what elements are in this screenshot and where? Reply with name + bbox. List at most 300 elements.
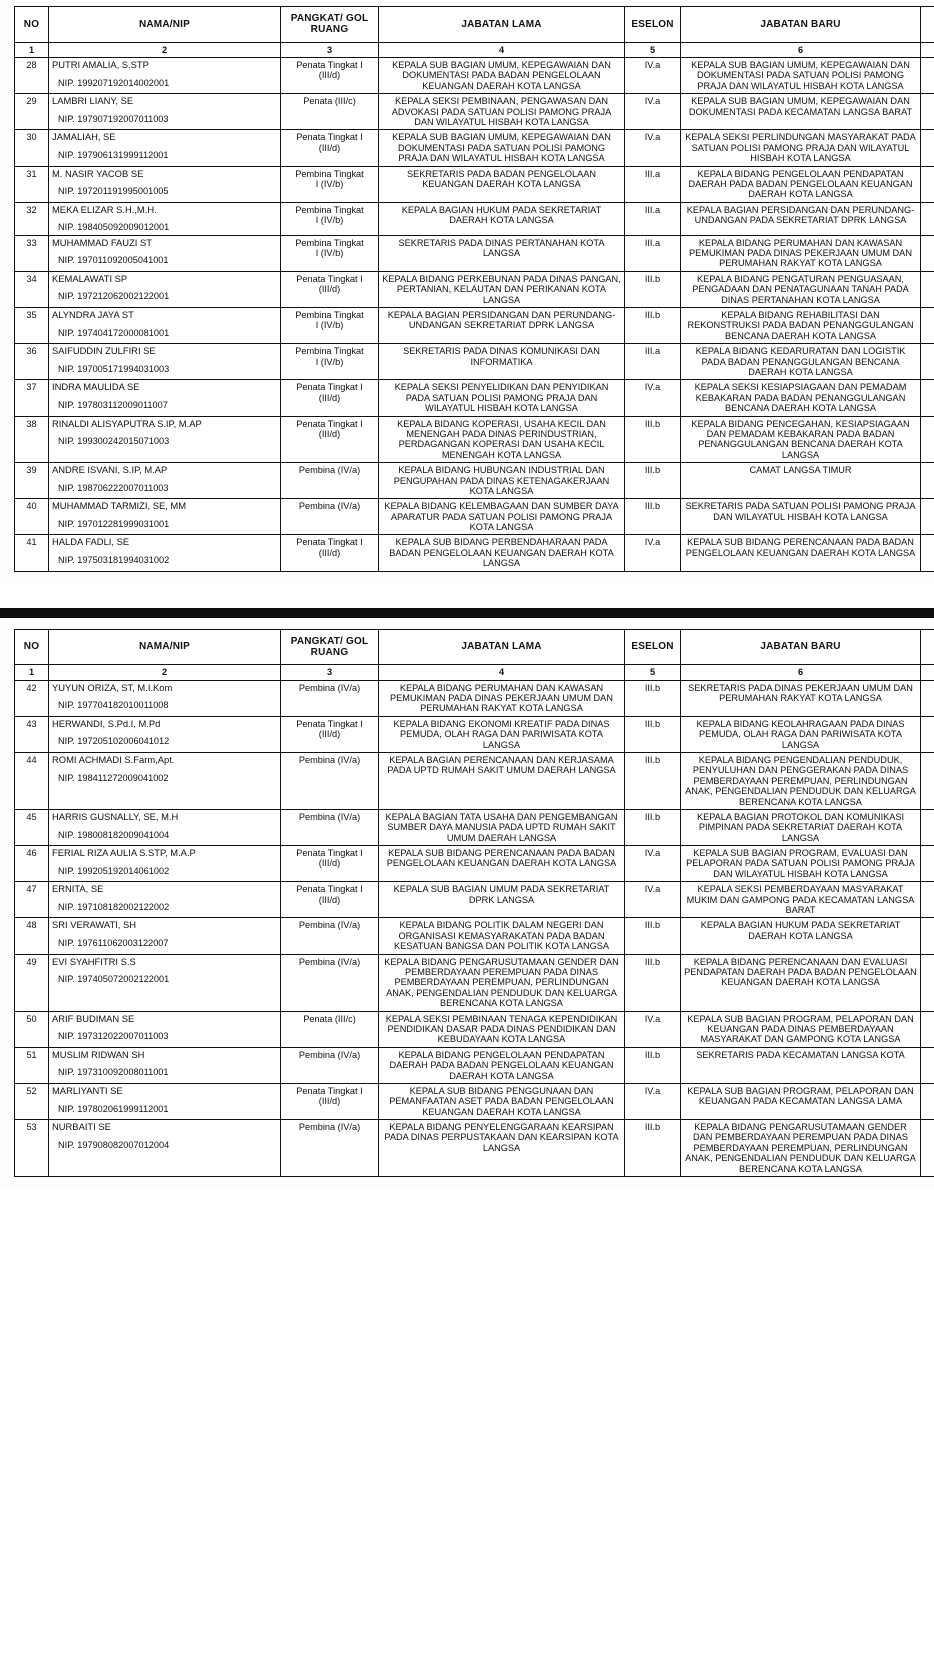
employee-nip: NIP. 197503181994031002 <box>58 555 170 566</box>
header-nama-nip: NAMA/NIP <box>49 7 281 43</box>
cell-pangkat-gol <box>281 57 379 93</box>
cell-no: 45 <box>15 809 49 845</box>
cell-tail <box>921 308 934 344</box>
cell-pangkat-gol <box>281 1120 379 1177</box>
cell-eselon: IV.a <box>625 882 681 918</box>
employee-name: ANDRE ISVANI, S.IP, M.AP <box>52 465 168 476</box>
cell-pangkat-gol <box>281 94 379 130</box>
cell-jabatan-baru: KEPALA BIDANG PENGELOLAAN PENDAPATAN DAERAH PADA BADAN PENGELOLAAN KEUANGAN DAERAH KOTA LANGSA <box>681 166 921 202</box>
colnum-4: 4 <box>379 665 625 680</box>
pangkat-label: Pembina (IV/a) <box>298 956 361 967</box>
cell-pangkat-gol <box>281 716 379 752</box>
cell-eselon: III.b <box>625 416 681 463</box>
golongan-label: (III/d) <box>318 70 341 81</box>
employee-name: ERNITA, SE <box>52 884 104 895</box>
table-row <box>15 1083 934 1119</box>
cell-jabatan-baru: SEKRETARIS PADA SATUAN POLISI PAMONG PRAJA DAN WILAYATUL HISBAH KOTA LANGSA <box>681 499 921 535</box>
cell-no: 50 <box>15 1011 49 1047</box>
colnum-5: 5 <box>625 665 681 680</box>
employee-name: ALYNDRA JAYA ST <box>52 310 134 321</box>
table-row <box>15 202 934 235</box>
cell-jabatan-baru: SEKRETARIS PADA KECAMATAN LANGSA KOTA <box>681 1047 921 1083</box>
table-row <box>15 1120 934 1177</box>
cell-eselon: III.b <box>625 1047 681 1083</box>
header-jabatan-baru: JABATAN BARU <box>681 7 921 43</box>
cell-pangkat-gol <box>281 202 379 235</box>
cell-jabatan-baru: KEPALA SEKSI PEMBERDAYAAN MASYARAKAT MUKIM DAN GAMPONG PADA KECAMATAN LANGSA BARAT <box>681 882 921 918</box>
employee-name: JAMALIAH, SE <box>52 132 116 143</box>
cell-pangkat-gol <box>281 235 379 271</box>
employee-name: INDRA MAULIDA SE <box>52 382 140 393</box>
cell-eselon: III.a <box>625 166 681 202</box>
pangkat-label: Pembina (IV/a) <box>298 811 361 822</box>
employee-nip: NIP. 198411272009041002 <box>58 772 169 783</box>
cell-jabatan-baru: KEPALA BAGIAN PROTOKOL DAN KOMUNIKASI PIMPINAN PADA SEKRETARIAT DAERAH KOTA LANGSA <box>681 809 921 845</box>
cell-tail <box>921 235 934 271</box>
cell-nama-nip <box>49 166 281 202</box>
scanned-page-2 <box>0 623 934 1187</box>
page-separator-gap <box>0 582 934 608</box>
cell-jabatan-lama: KEPALA BIDANG PENGELOLAAN PENDAPATAN DAERAH PADA BADAN PENGELOLAAN KEUANGAN DAERAH KOTA LANGSA <box>379 1047 625 1083</box>
pangkat-label: Penata Tingkat I <box>296 537 363 548</box>
cell-no: 51 <box>15 1047 49 1083</box>
cell-nama-nip <box>49 882 281 918</box>
employee-nip: NIP. 198405092009012001 <box>58 222 170 233</box>
colnum-6: 6 <box>681 42 921 57</box>
cell-jabatan-lama: KEPALA SEKSI PENYELIDIKAN DAN PENYIDIKAN PADA SATUAN POLISI PAMONG PRAJA DAN WILAYATUL HISBAH KOTA LANGSA <box>379 380 625 416</box>
employee-name: ARIF BUDIMAN SE <box>52 1013 135 1024</box>
cell-nama-nip <box>49 308 281 344</box>
cell-nama-nip <box>49 680 281 716</box>
cell-eselon: III.b <box>625 752 681 809</box>
table-row <box>15 499 934 535</box>
pangkat-label: Penata (III/c) <box>303 96 356 107</box>
cell-tail <box>921 716 934 752</box>
cell-jabatan-baru: KEPALA SUB BIDANG PERENCANAAN PADA BADAN PENGELOLAAN KEUANGAN DAERAH KOTA LANGSA <box>681 535 921 571</box>
cell-no: 35 <box>15 308 49 344</box>
colnum-tail <box>921 665 934 680</box>
colnum-5: 5 <box>625 42 681 57</box>
employee-nip: NIP. 199205192014061002 <box>58 865 170 876</box>
cell-tail <box>921 130 934 166</box>
pangkat-label: Pembina (IV/a) <box>298 501 361 512</box>
cell-eselon: IV.a <box>625 94 681 130</box>
table-row <box>15 235 934 271</box>
column-number-row <box>15 665 934 680</box>
employee-name: YUYUN ORIZA, ST, M.I.Kom <box>52 682 173 693</box>
cell-eselon: III.b <box>625 716 681 752</box>
cell-no: 43 <box>15 716 49 752</box>
employee-name: M. NASIR YACOB SE <box>52 168 144 179</box>
golongan-label: (III/d) <box>318 392 341 403</box>
cell-pangkat-gol <box>281 344 379 380</box>
table-row <box>15 94 934 130</box>
table-row <box>15 416 934 463</box>
header-jabatan-baru: JABATAN BARU <box>681 629 921 665</box>
employee-nip: NIP. 197201191995001005 <box>58 186 169 197</box>
cell-nama-nip <box>49 918 281 954</box>
employee-nip: NIP. 197205102006041012 <box>58 736 170 747</box>
employee-nip: NIP. 197803112009011007 <box>58 400 168 410</box>
cell-pangkat-gol <box>281 752 379 809</box>
table-row <box>15 130 934 166</box>
cell-eselon: IV.a <box>625 1011 681 1047</box>
table-row <box>15 680 934 716</box>
cell-jabatan-baru: KEPALA SEKSI KESIAPSIAGAAN DAN PEMADAM KEBAKARAN PADA BADAN PENANGGULANGAN BENCANA DAERAH KOTA LANGSA <box>681 380 921 416</box>
cell-no: 29 <box>15 94 49 130</box>
cell-jabatan-baru: KEPALA BIDANG PERUMAHAN DAN KAWASAN PEMUKIMAN PADA DINAS PEKERJAAN UMUM DAN PERUMAHAN RAKYAT KOTA LANGSA <box>681 235 921 271</box>
cell-pangkat-gol <box>281 166 379 202</box>
pangkat-label: Penata Tingkat I <box>296 884 363 895</box>
cell-nama-nip <box>49 954 281 1011</box>
golongan-label: I (IV/b) <box>315 356 344 367</box>
cell-nama-nip <box>49 344 281 380</box>
pangkat-label: Penata Tingkat I <box>296 132 363 143</box>
employee-nip: NIP. 197312022007011003 <box>58 1031 169 1042</box>
table-header-row <box>15 629 934 665</box>
employee-name: PUTRI AMALIA, S.STP <box>52 59 149 70</box>
employee-name: NURBAITI SE <box>52 1122 111 1133</box>
colnum-6: 6 <box>681 665 921 680</box>
scanned-page-1 <box>0 0 934 582</box>
employee-name: FERIAL RIZA AULIA S.STP, M.A.P <box>52 848 196 859</box>
cell-nama-nip <box>49 499 281 535</box>
golongan-label: (III/d) <box>318 894 341 905</box>
cell-nama-nip <box>49 809 281 845</box>
cell-jabatan-baru: KEPALA SUB BAGIAN PROGRAM, PELAPORAN DAN KEUANGAN PADA DINAS PEMBERDAYAAN MASYARAKAT DAN GAMPONG KOTA LANGSA <box>681 1011 921 1047</box>
table-row <box>15 166 934 202</box>
employee-nip: NIP. 198008182009041004 <box>58 829 170 840</box>
cell-nama-nip <box>49 416 281 463</box>
table-row <box>15 308 934 344</box>
pangkat-label: Pembina Tingkat <box>295 237 364 248</box>
cell-nama-nip <box>49 752 281 809</box>
table-row <box>15 954 934 1011</box>
cell-nama-nip <box>49 57 281 93</box>
header-jabatan-lama: JABATAN LAMA <box>379 7 625 43</box>
header-eselon: ESELON <box>625 629 681 665</box>
employee-nip: NIP. 199300242015071003 <box>58 436 170 447</box>
cell-no: 34 <box>15 271 49 307</box>
cell-tail <box>921 499 934 535</box>
table-row <box>15 809 934 845</box>
cell-nama-nip <box>49 271 281 307</box>
cell-tail <box>921 1083 934 1119</box>
employee-name: SAIFUDDIN ZULFIRI SE <box>52 346 156 357</box>
cell-pangkat-gol <box>281 380 379 416</box>
golongan-label: (III/d) <box>318 142 341 153</box>
employee-name: ROMI ACHMADI S.Farm,Apt. <box>52 754 175 765</box>
cell-no: 33 <box>15 235 49 271</box>
cell-jabatan-lama: KEPALA SUB BAGIAN UMUM, KEPEGAWAIAN DAN DOKUMENTASI PADA SATUAN POLISI PAMONG PRAJA DAN WILAYATUL HISBAH KOTA LANGSA <box>379 130 625 166</box>
cell-no: 40 <box>15 499 49 535</box>
employee-nip: NIP. 197404172000081001 <box>58 327 170 338</box>
employee-name: SRI VERAWATI, SH <box>52 920 137 931</box>
cell-jabatan-lama: KEPALA SEKSI PEMBINAAN TENAGA KEPENDIDIKAN PENDIDIKAN DASAR PADA DINAS PENDIDIKAN DAN KEBUDAYAAN KOTA LANGSA <box>379 1011 625 1047</box>
cell-pangkat-gol <box>281 271 379 307</box>
table-row <box>15 1011 934 1047</box>
pangkat-label: Pembina (IV/a) <box>298 682 361 693</box>
table-row <box>15 752 934 809</box>
colnum-1: 1 <box>15 42 49 57</box>
table-row <box>15 918 934 954</box>
table-row <box>15 271 934 307</box>
cell-tail <box>921 1047 934 1083</box>
cell-tail <box>921 57 934 93</box>
cell-no: 37 <box>15 380 49 416</box>
cell-pangkat-gol <box>281 499 379 535</box>
cell-tail <box>921 680 934 716</box>
employee-name: MUSLIM RIDWAN SH <box>52 1049 145 1060</box>
cell-jabatan-lama: KEPALA BIDANG POLITIK DALAM NEGERI DAN ORGANISASI KEMASYARAKATAN PADA BADAN KESATUAN BANGSA DAN POLITIK KOTA LANGSA <box>379 918 625 954</box>
cell-tail <box>921 1120 934 1177</box>
cell-jabatan-lama: KEPALA SUB BAGIAN UMUM, KEPEGAWAIAN DAN DOKUMENTASI PADA BADAN PENGELOLAAN KEUANGAN DAERAH KOTA LANGSA <box>379 57 625 93</box>
cell-jabatan-lama: KEPALA BIDANG PERKEBUNAN PADA DINAS PANGAN, PERTANIAN, KELAUTAN DAN PERIKANAN KOTA LANGSA <box>379 271 625 307</box>
cell-tail <box>921 809 934 845</box>
employee-nip: NIP. 197907192007011003 <box>58 113 169 124</box>
mutation-table-page-2 <box>14 629 934 1177</box>
cell-jabatan-baru: KEPALA SUB BAGIAN PROGRAM, EVALUASI DAN PELAPORAN PADA SATUAN POLISI PAMONG PRAJA DAN WILAYATUL HISBAH KOTA LANGSA <box>681 846 921 882</box>
cell-pangkat-gol <box>281 680 379 716</box>
cell-eselon: IV.a <box>625 57 681 93</box>
header-pangkat-gol: PANGKAT/ GOL RUANG <box>281 629 379 665</box>
cell-nama-nip <box>49 1083 281 1119</box>
cell-pangkat-gol <box>281 1083 379 1119</box>
cell-pangkat-gol <box>281 882 379 918</box>
colnum-tail <box>921 42 934 57</box>
employee-name: EVI SYAHFITRI S.S <box>52 956 136 967</box>
cell-eselon: IV.a <box>625 1083 681 1119</box>
cell-eselon: III.b <box>625 1120 681 1177</box>
cell-jabatan-lama: KEPALA BIDANG PERUMAHAN DAN KAWASAN PEMUKIMAN PADA DINAS PEKERJAAN UMUM DAN PERUMAHAN RAKYAT KOTA LANGSA <box>379 680 625 716</box>
cell-jabatan-baru: KEPALA SUB BAGIAN UMUM, KEPEGAWAIAN DAN DOKUMENTASI PADA SATUAN POLISI PAMONG PRAJA DAN WILAYATUL HISBAH KOTA LANGSA <box>681 57 921 93</box>
cell-eselon: III.b <box>625 680 681 716</box>
cell-pangkat-gol <box>281 918 379 954</box>
cell-no: 39 <box>15 463 49 499</box>
cell-no: 38 <box>15 416 49 463</box>
pangkat-label: Penata Tingkat I <box>296 273 363 284</box>
cell-eselon: IV.a <box>625 130 681 166</box>
cell-jabatan-baru: CAMAT LANGSA TIMUR <box>681 463 921 499</box>
cell-tail <box>921 344 934 380</box>
cell-no: 48 <box>15 918 49 954</box>
employee-name: HARRIS GUSNALLY, SE, M.H <box>52 811 179 822</box>
cell-jabatan-lama: KEPALA BIDANG EKONOMI KREATIF PADA DINAS PEMUDA, OLAH RAGA DAN PARIWISATA KOTA LANGSA <box>379 716 625 752</box>
golongan-label: (III/d) <box>318 1096 341 1107</box>
employee-nip: NIP. 197906131999112001 <box>58 149 169 160</box>
cell-jabatan-lama: KEPALA BIDANG PENYELENGGARAAN KEARSIPAN PADA DINAS PERPUSTAKAAN DAN KEARSIPAN KOTA LANGSA <box>379 1120 625 1177</box>
pangkat-label: Pembina Tingkat <box>295 310 364 321</box>
cell-jabatan-lama: KEPALA BAGIAN TATA USAHA DAN PENGEMBANGAN SUMBER DAYA MANUSIA PADA UPTD RUMAH SAKIT UMUM DAERAH LANGSA <box>379 809 625 845</box>
cell-no: 32 <box>15 202 49 235</box>
cell-jabatan-lama: SEKRETARIS PADA DINAS KOMUNIKASI DAN INFORMATIKA <box>379 344 625 380</box>
cell-nama-nip <box>49 380 281 416</box>
page-separator-band <box>0 608 934 618</box>
header-pangkat-gol: PANGKAT/ GOL RUANG <box>281 7 379 43</box>
golongan-label: (III/d) <box>318 729 341 740</box>
employee-nip: NIP. 197011092005041001 <box>58 255 169 266</box>
golongan-label: I (IV/b) <box>315 248 344 259</box>
cell-no: 46 <box>15 846 49 882</box>
cell-eselon: III.a <box>625 235 681 271</box>
cell-jabatan-lama: KEPALA BIDANG KOPERASI, USAHA KECIL DAN MENENGAH PADA DINAS PERINDUSTRIAN, PERDAGANGAN KOPERASI DAN USAHA KECIL MENENGAH KOTA LANGSA <box>379 416 625 463</box>
cell-jabatan-baru: KEPALA BIDANG KEOLAHRAGAAN PADA DINAS PEMUDA, OLAH RAGA DAN PARIWISATA KOTA LANGSA <box>681 716 921 752</box>
pangkat-label: Pembina (IV/a) <box>298 465 361 476</box>
cell-eselon: III.b <box>625 954 681 1011</box>
cell-eselon: III.b <box>625 809 681 845</box>
cell-tail <box>921 846 934 882</box>
pangkat-label: Penata Tingkat I <box>296 718 363 729</box>
cell-jabatan-baru: KEPALA SUB BAGIAN PROGRAM, PELAPORAN DAN KEUANGAN PADA KECAMATAN LANGSA LAMA <box>681 1083 921 1119</box>
colnum-1: 1 <box>15 665 49 680</box>
table-row <box>15 535 934 571</box>
cell-jabatan-baru: KEPALA BAGIAN HUKUM PADA SEKRETARIAT DAERAH KOTA LANGSA <box>681 918 921 954</box>
cell-tail <box>921 94 934 130</box>
colnum-4: 4 <box>379 42 625 57</box>
cell-jabatan-lama: KEPALA SUB BIDANG PERENCANAAN PADA BADAN PENGELOLAAN KEUANGAN DAERAH KOTA LANGSA <box>379 846 625 882</box>
cell-jabatan-lama: KEPALA SEKSI PEMBINAAN, PENGAWASAN DAN ADVOKASI PADA SATUAN POLISI PAMONG PRAJA DAN WILAYATUL HISBAH KOTA LANGSA <box>379 94 625 130</box>
employee-name: MEKA ELIZAR S.H.,M.H. <box>52 204 157 215</box>
employee-nip: NIP. 197405072002122001 <box>58 974 170 985</box>
cell-tail <box>921 166 934 202</box>
header-eselon: ESELON <box>625 7 681 43</box>
header-no: NO <box>15 7 49 43</box>
cell-no: 49 <box>15 954 49 1011</box>
header-no: NO <box>15 629 49 665</box>
pangkat-label: Pembina (IV/a) <box>298 754 361 765</box>
cell-no: 52 <box>15 1083 49 1119</box>
colnum-3: 3 <box>281 42 379 57</box>
cell-nama-nip <box>49 130 281 166</box>
table-row <box>15 57 934 93</box>
employee-nip: NIP. 197108182002122002 <box>58 901 170 912</box>
cell-jabatan-baru: SEKRETARIS PADA DINAS PEKERJAAN UMUM DAN PERUMAHAN RAKYAT KOTA LANGSA <box>681 680 921 716</box>
cell-pangkat-gol <box>281 416 379 463</box>
cell-no: 42 <box>15 680 49 716</box>
cell-jabatan-baru: KEPALA SEKSI PERLINDUNGAN MASYARAKAT PADA SATUAN POLISI PAMONG PRAJA DAN WILAYATUL HISBAH KOTA LANGSA <box>681 130 921 166</box>
cell-tail <box>921 271 934 307</box>
cell-nama-nip <box>49 463 281 499</box>
employee-name: MUHAMMAD FAUZI ST <box>52 237 152 248</box>
cell-nama-nip <box>49 846 281 882</box>
table-header-row <box>15 7 934 43</box>
cell-no: 30 <box>15 130 49 166</box>
cell-pangkat-gol <box>281 954 379 1011</box>
pangkat-label: Penata Tingkat I <box>296 59 363 70</box>
employee-nip: NIP. 197212062002122001 <box>58 291 170 302</box>
employee-nip: NIP. 197611062003122007 <box>58 938 169 949</box>
cell-tail <box>921 535 934 571</box>
pangkat-label: Pembina Tingkat <box>295 204 364 215</box>
cell-jabatan-lama: KEPALA BAGIAN HUKUM PADA SEKRETARIAT DAERAH KOTA LANGSA <box>379 202 625 235</box>
cell-nama-nip <box>49 1011 281 1047</box>
table-row <box>15 1047 934 1083</box>
cell-no: 44 <box>15 752 49 809</box>
cell-nama-nip <box>49 1120 281 1177</box>
pangkat-label: Pembina (IV/a) <box>298 1122 361 1133</box>
cell-jabatan-lama: KEPALA SUB BIDANG PERBENDAHARAAN PADA BADAN PENGELOLAAN KEUANGAN DAERAH KOTA LANGSA <box>379 535 625 571</box>
cell-jabatan-lama: KEPALA BIDANG KELEMBAGAAN DAN SUMBER DAYA APARATUR PADA SATUAN POLISI PAMONG PRAJA KOTA LANGSA <box>379 499 625 535</box>
table-row <box>15 380 934 416</box>
employee-name: HERWANDI, S.Pd.I, M.Pd <box>52 718 161 729</box>
employee-name: MARLIYANTI SE <box>52 1085 123 1096</box>
cell-pangkat-gol <box>281 1047 379 1083</box>
employee-nip: NIP. 197310092008011001 <box>58 1067 169 1078</box>
cell-no: 36 <box>15 344 49 380</box>
cell-jabatan-baru: KEPALA BIDANG PENGARUSUTAMAAN GENDER DAN PEMBERDAYAAN PEREMPUAN PADA DINAS PEMBERDAYAAN PEREMPUAN, PERLINDUNGAN ANAK, PENGENDALIAN PENDUDUK DAN KELUARGA BERENCANA KOTA LANGSA <box>681 1120 921 1177</box>
colnum-3: 3 <box>281 665 379 680</box>
cell-eselon: III.a <box>625 202 681 235</box>
table-row <box>15 716 934 752</box>
cell-jabatan-baru: KEPALA BIDANG PENGATURAN PENGUASAAN, PENGADAAN DAN PENATAGUNAAN TANAH PADA DINAS PERTANAHAN KOTA LANGSA <box>681 271 921 307</box>
employee-name: RINALDI ALISYAPUTRA S.IP, M.AP <box>52 418 202 429</box>
cell-jabatan-baru: KEPALA BAGIAN PERSIDANGAN DAN PERUNDANG-UNDANGAN PADA SEKRETARIAT DPRK LANGSA <box>681 202 921 235</box>
cell-tail <box>921 882 934 918</box>
cell-nama-nip <box>49 535 281 571</box>
employee-nip: NIP. 197908082007012004 <box>58 1139 170 1150</box>
cell-pangkat-gol <box>281 809 379 845</box>
cell-jabatan-lama: SEKRETARIS PADA DINAS PERTANAHAN KOTA LANGSA <box>379 235 625 271</box>
golongan-label: I (IV/b) <box>315 320 344 331</box>
cell-eselon: III.a <box>625 344 681 380</box>
golongan-label: (III/d) <box>318 547 341 558</box>
cell-eselon: III.b <box>625 463 681 499</box>
pangkat-label: Pembina Tingkat <box>295 168 364 179</box>
employee-nip: NIP. 198706222007011003 <box>58 482 169 493</box>
cell-jabatan-baru: KEPALA BIDANG REHABILITASI DAN REKONSTRUKSI PADA BADAN PENANGGULANGAN BENCANA DAERAH KOTA LANGSA <box>681 308 921 344</box>
cell-no: 47 <box>15 882 49 918</box>
pangkat-label: Penata Tingkat I <box>296 848 363 859</box>
employee-nip: NIP. 197012281999031001 <box>58 518 170 529</box>
cell-jabatan-lama: KEPALA BIDANG HUBUNGAN INDUSTRIAL DAN PENGUPAHAN PADA DINAS KETENAGAKERJAAN KOTA LANGSA <box>379 463 625 499</box>
cell-tail <box>921 463 934 499</box>
pangkat-label: Penata Tingkat I <box>296 1085 363 1096</box>
cell-tail <box>921 752 934 809</box>
cell-jabatan-baru: KEPALA SUB BAGIAN UMUM, KEPEGAWAIAN DAN DOKUMENTASI PADA KECAMATAN LANGSA BARAT <box>681 94 921 130</box>
golongan-label: (III/d) <box>318 428 341 439</box>
cell-tail <box>921 918 934 954</box>
table-row <box>15 882 934 918</box>
cell-tail <box>921 202 934 235</box>
cell-tail <box>921 416 934 463</box>
cell-jabatan-lama: KEPALA BAGIAN PERSIDANGAN DAN PERUNDANG-UNDANGAN SEKRETARIAT DPRK LANGSA <box>379 308 625 344</box>
cell-no: 28 <box>15 57 49 93</box>
header-tail <box>921 7 934 43</box>
cell-eselon: IV.a <box>625 535 681 571</box>
employee-nip: NIP. 199207192014002001 <box>58 77 170 88</box>
cell-jabatan-baru: KEPALA BIDANG PENCEGAHAN, KESIAPSIAGAAN DAN PEMADAM KEBAKARAN PADA BADAN PENANGGULANGAN BENCANA DAERAH KOTA LANGSA <box>681 416 921 463</box>
cell-nama-nip <box>49 94 281 130</box>
golongan-label: (III/d) <box>318 858 341 869</box>
pangkat-label: Penata Tingkat I <box>296 382 363 393</box>
pangkat-label: Penata (III/c) <box>303 1013 356 1024</box>
cell-eselon: IV.a <box>625 846 681 882</box>
employee-nip: NIP. 197005171994031003 <box>58 363 170 374</box>
cell-tail <box>921 380 934 416</box>
golongan-label: I (IV/b) <box>315 178 344 189</box>
cell-pangkat-gol <box>281 535 379 571</box>
cell-pangkat-gol <box>281 308 379 344</box>
cell-jabatan-baru: KEPALA BIDANG KEDARURATAN DAN LOGISTIK PADA BADAN PENANGGULANGAN BENCANA DAERAH KOTA LANGSA <box>681 344 921 380</box>
table-row <box>15 463 934 499</box>
cell-jabatan-lama: KEPALA BAGIAN PERENCANAAN DAN KERJASAMA PADA UPTD RUMAH SAKIT UMUM DAERAH LANGSA <box>379 752 625 809</box>
table-row <box>15 846 934 882</box>
cell-jabatan-lama: KEPALA BIDANG PENGARUSUTAMAAN GENDER DAN PEMBERDAYAAN PEREMPUAN PADA DINAS PEMBERDAYAAN PEREMPUAN, PERLINDUNGAN ANAK, PENGENDALIAN PENDUDUK DAN KELUARGA BERENCANA KOTA LANGSA <box>379 954 625 1011</box>
cell-eselon: III.b <box>625 271 681 307</box>
cell-pangkat-gol <box>281 130 379 166</box>
column-number-row <box>15 42 934 57</box>
cell-pangkat-gol <box>281 463 379 499</box>
